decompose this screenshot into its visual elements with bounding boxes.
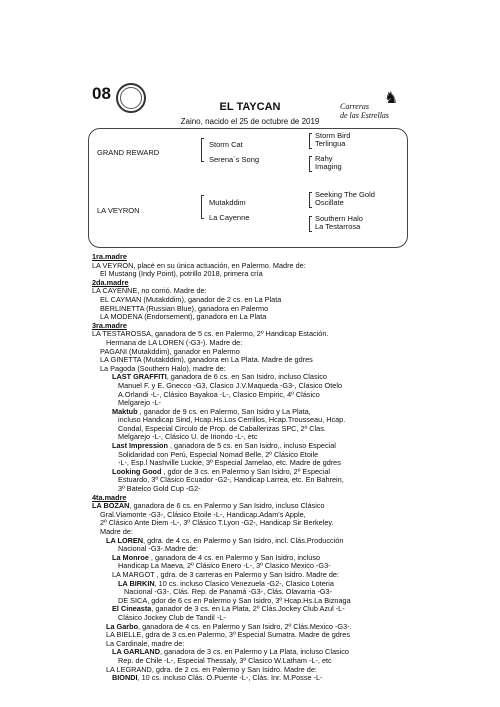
- ped-sds: Rahy: [315, 154, 333, 163]
- record-line: LA VEYRON, placé en su única actuación, en Palermo. Madre de:: [92, 260, 306, 270]
- record-line: Looking Good , gdor de 3 cs. en Palermo y San Isidro, 2º Especial: [112, 466, 331, 476]
- record-line: incluso Handicap Sind, Hcap.Hs.Los Cerrillos, Hcap.Trousseau, Hcap.: [118, 415, 346, 425]
- record-line: LA LEGRAND, gdra. de 2 cs. en Palermo y San Isidro. Madre de:: [106, 664, 317, 674]
- record-line: LAST GRAFFITI, ganadora de 6 cs. en San Isidro, incluso Clasico: [112, 372, 327, 382]
- carreras-logo: [340, 88, 416, 122]
- record-line: LA TESTAROSSA, ganadora de 5 cs. en Palermo, 2º Handicap Estación.: [92, 329, 329, 339]
- ped-dam-sire: Mutakddim: [209, 198, 246, 207]
- record-line: Manuel F. y E. Gnecco -G3, Clasico J.V.Maqueda -G3-, Clasico Otelo: [118, 380, 343, 390]
- record-line: Rep. de Chile -L-, Especial Thessaly, 3º Clasico W.Latham -L-, etc: [118, 655, 332, 665]
- dam-heading: 2da.madre: [92, 277, 129, 287]
- ped-sss: Storm Bird: [315, 131, 351, 140]
- record-line: 2º Clásico Ante Diem -L-, 3º Clásico T.Lyon -G2-, Handicap Sir Berkeley.: [100, 518, 334, 528]
- record-line: Melgarejo -L-, Clásico U. de Iriondo -L-, etc: [118, 432, 258, 442]
- dam-heading: 4ta.madre: [92, 492, 127, 502]
- birth-info: Zaino, nacido el 25 de octubre de 2019: [180, 117, 320, 126]
- record-line: LA BIRKIN, 10 cs. incluso Clasico Venezuela -G2-, Clasico Loteria: [118, 578, 334, 588]
- record-line: LA MARGOT , gdra. de 3 carreras en Palermo y San Isidro. Madre de:: [112, 569, 339, 579]
- ped-dds: Southern Halo: [315, 214, 363, 223]
- record-line: La Pagoda (Southern Halo), madre de:: [100, 363, 226, 373]
- record-line: 3º Batelco Gold Cup -G2-: [118, 484, 201, 494]
- ped-dam-dam: La Cayenne: [209, 213, 250, 222]
- record-line: Melgarejo -L-: [118, 398, 161, 408]
- ped-dam: LA VEYRON: [97, 206, 140, 215]
- dam-heading: 3ra.madre: [92, 320, 127, 330]
- logo-line2: de las Estrellas: [340, 111, 390, 120]
- ped-sire: GRAND REWARD: [97, 148, 160, 157]
- record-line: LA BOZAN, ganadora de 6 cs. en Palermo y San Isidro, incluso Clásico: [92, 501, 325, 511]
- record-line: Maktub , ganador de 9 cs. en Palermo, San Isidro y La Plata,: [112, 406, 311, 416]
- record-line: Hermana de LA LOREN (-G3-). Madre de:: [106, 337, 243, 347]
- record-line: Madre de:: [100, 527, 133, 536]
- record-line: LA BIELLE, gdra de 3 cs.en Palermo, 3º Especial Sumatra. Madre de gdres: [106, 630, 351, 640]
- ped-sire-sire: Storm Cat: [209, 140, 243, 149]
- dam-heading: 1ra.madre: [92, 252, 127, 261]
- record-line: BIONDI, 10 cs. incluso Clás. O.Puente -L-, Clás. Inr. M.Posse -L-: [112, 673, 323, 683]
- pedigree-box: [88, 128, 408, 248]
- record-line: La Garbo, ganadora de 4 cs. en Palermo y San Isidro, 2º Clás.Mexico -G3-.: [106, 621, 352, 631]
- record-line: Gral.Viamonte -G3-, Clásico Etoile -L-, Handicap.Adam's Apple,: [100, 509, 306, 519]
- record-line: -L-, Esp.l Nashville Luckie, 3º Especial Jamelao, etc. Madre de gdres: [118, 458, 341, 468]
- record-line: Solidaridad con Perú, Especial Nomad Belle, 2º Clásico Etoile: [118, 449, 319, 459]
- record-line: Condal, Especial Circulo de Prop. de Caballerizas SPC, 2º Clas.: [118, 423, 326, 433]
- record-line: BERLINETTA (Russian Blue), ganadora en Palermo: [100, 303, 269, 313]
- record-line: La Cardinale, madre de:: [106, 638, 185, 648]
- produce-record: [92, 253, 422, 683]
- record-line: El Mustang (Indy Point), potrillo 2018, primera cría: [100, 269, 263, 279]
- record-line: A.Orlandi -L-, Clásico Bayakoa -L-, Clasico Empiric, 4º Clásico: [118, 389, 320, 399]
- record-line: LA GINETTA (Mutakddim), ganadora en La Plata. Madre de gdres: [100, 355, 313, 365]
- record-line: EL CAYMAN (Mutakddim), ganador de 2 cs. en La Plata: [100, 294, 282, 304]
- ped-sire-dam: Serena´s Song: [209, 155, 260, 164]
- ped-sdd: Imaging: [315, 162, 342, 171]
- record-line: PAGANI (Mutakddim), ganador en Palermo: [100, 346, 240, 356]
- record-line: DE SICA, gdor de 6 cs en Palermo y San Isidro, 3º Hcap.Hs.La Biznaga: [118, 595, 351, 605]
- horse-name: EL TAYCAN: [219, 101, 281, 113]
- ped-dss: Seeking The Gold: [315, 190, 375, 199]
- lot-number: 08: [92, 84, 111, 103]
- record-line: Nacional -G3-.Madre de:: [118, 544, 198, 554]
- record-line: La Monroe , ganadora de 4 cs. en Palermo y San Isidro, incluso: [112, 552, 321, 562]
- ped-dsd: Oscillate: [315, 198, 344, 207]
- record-line: LA MODENA (Endorsement), ganadora en La Plata: [100, 312, 267, 322]
- record-line: Last Impression , ganadora de 5 cs. en San Isidro,. incluso Especial: [112, 441, 336, 451]
- record-line: El Cineasta, ganador de 3 cs. en La Plata, 2º Clás.Jockey Club Azul -L-: [112, 604, 345, 614]
- record-line: LA CAYENNE, no corrió. Madre de:: [92, 286, 207, 296]
- ped-ddd: La Testarrosa: [315, 222, 361, 231]
- record-line: Handicap La Maeva, 2º Clásico Enero -L-, 3º Clasico Mexico -G3-: [118, 561, 331, 571]
- logo-line1: Carreras: [340, 102, 370, 111]
- record-line: Clásico Jockey Club de Tandil -L-: [118, 612, 226, 622]
- record-line: LA LOREN, gdra. de 4 cs. en Palermo y San Isidro, incl. Clás.Producción: [106, 535, 344, 545]
- record-line: Estuardo, 3º Clásico Ecuador -G2-, Handicap Larrea, etc. En Bahrein,: [118, 475, 344, 485]
- record-line: LA GARLAND, ganadora de 3 cs. en Palermo y La Plata, incluso Clasico: [112, 647, 349, 657]
- ped-ssd: Terlingua: [315, 139, 346, 148]
- record-line: Nacional -G3-, Clás. Rep. de Panamá -G3-, Clás. Olavarria -G3-: [124, 587, 333, 597]
- horse-and-rider-icon: ♞: [384, 90, 399, 107]
